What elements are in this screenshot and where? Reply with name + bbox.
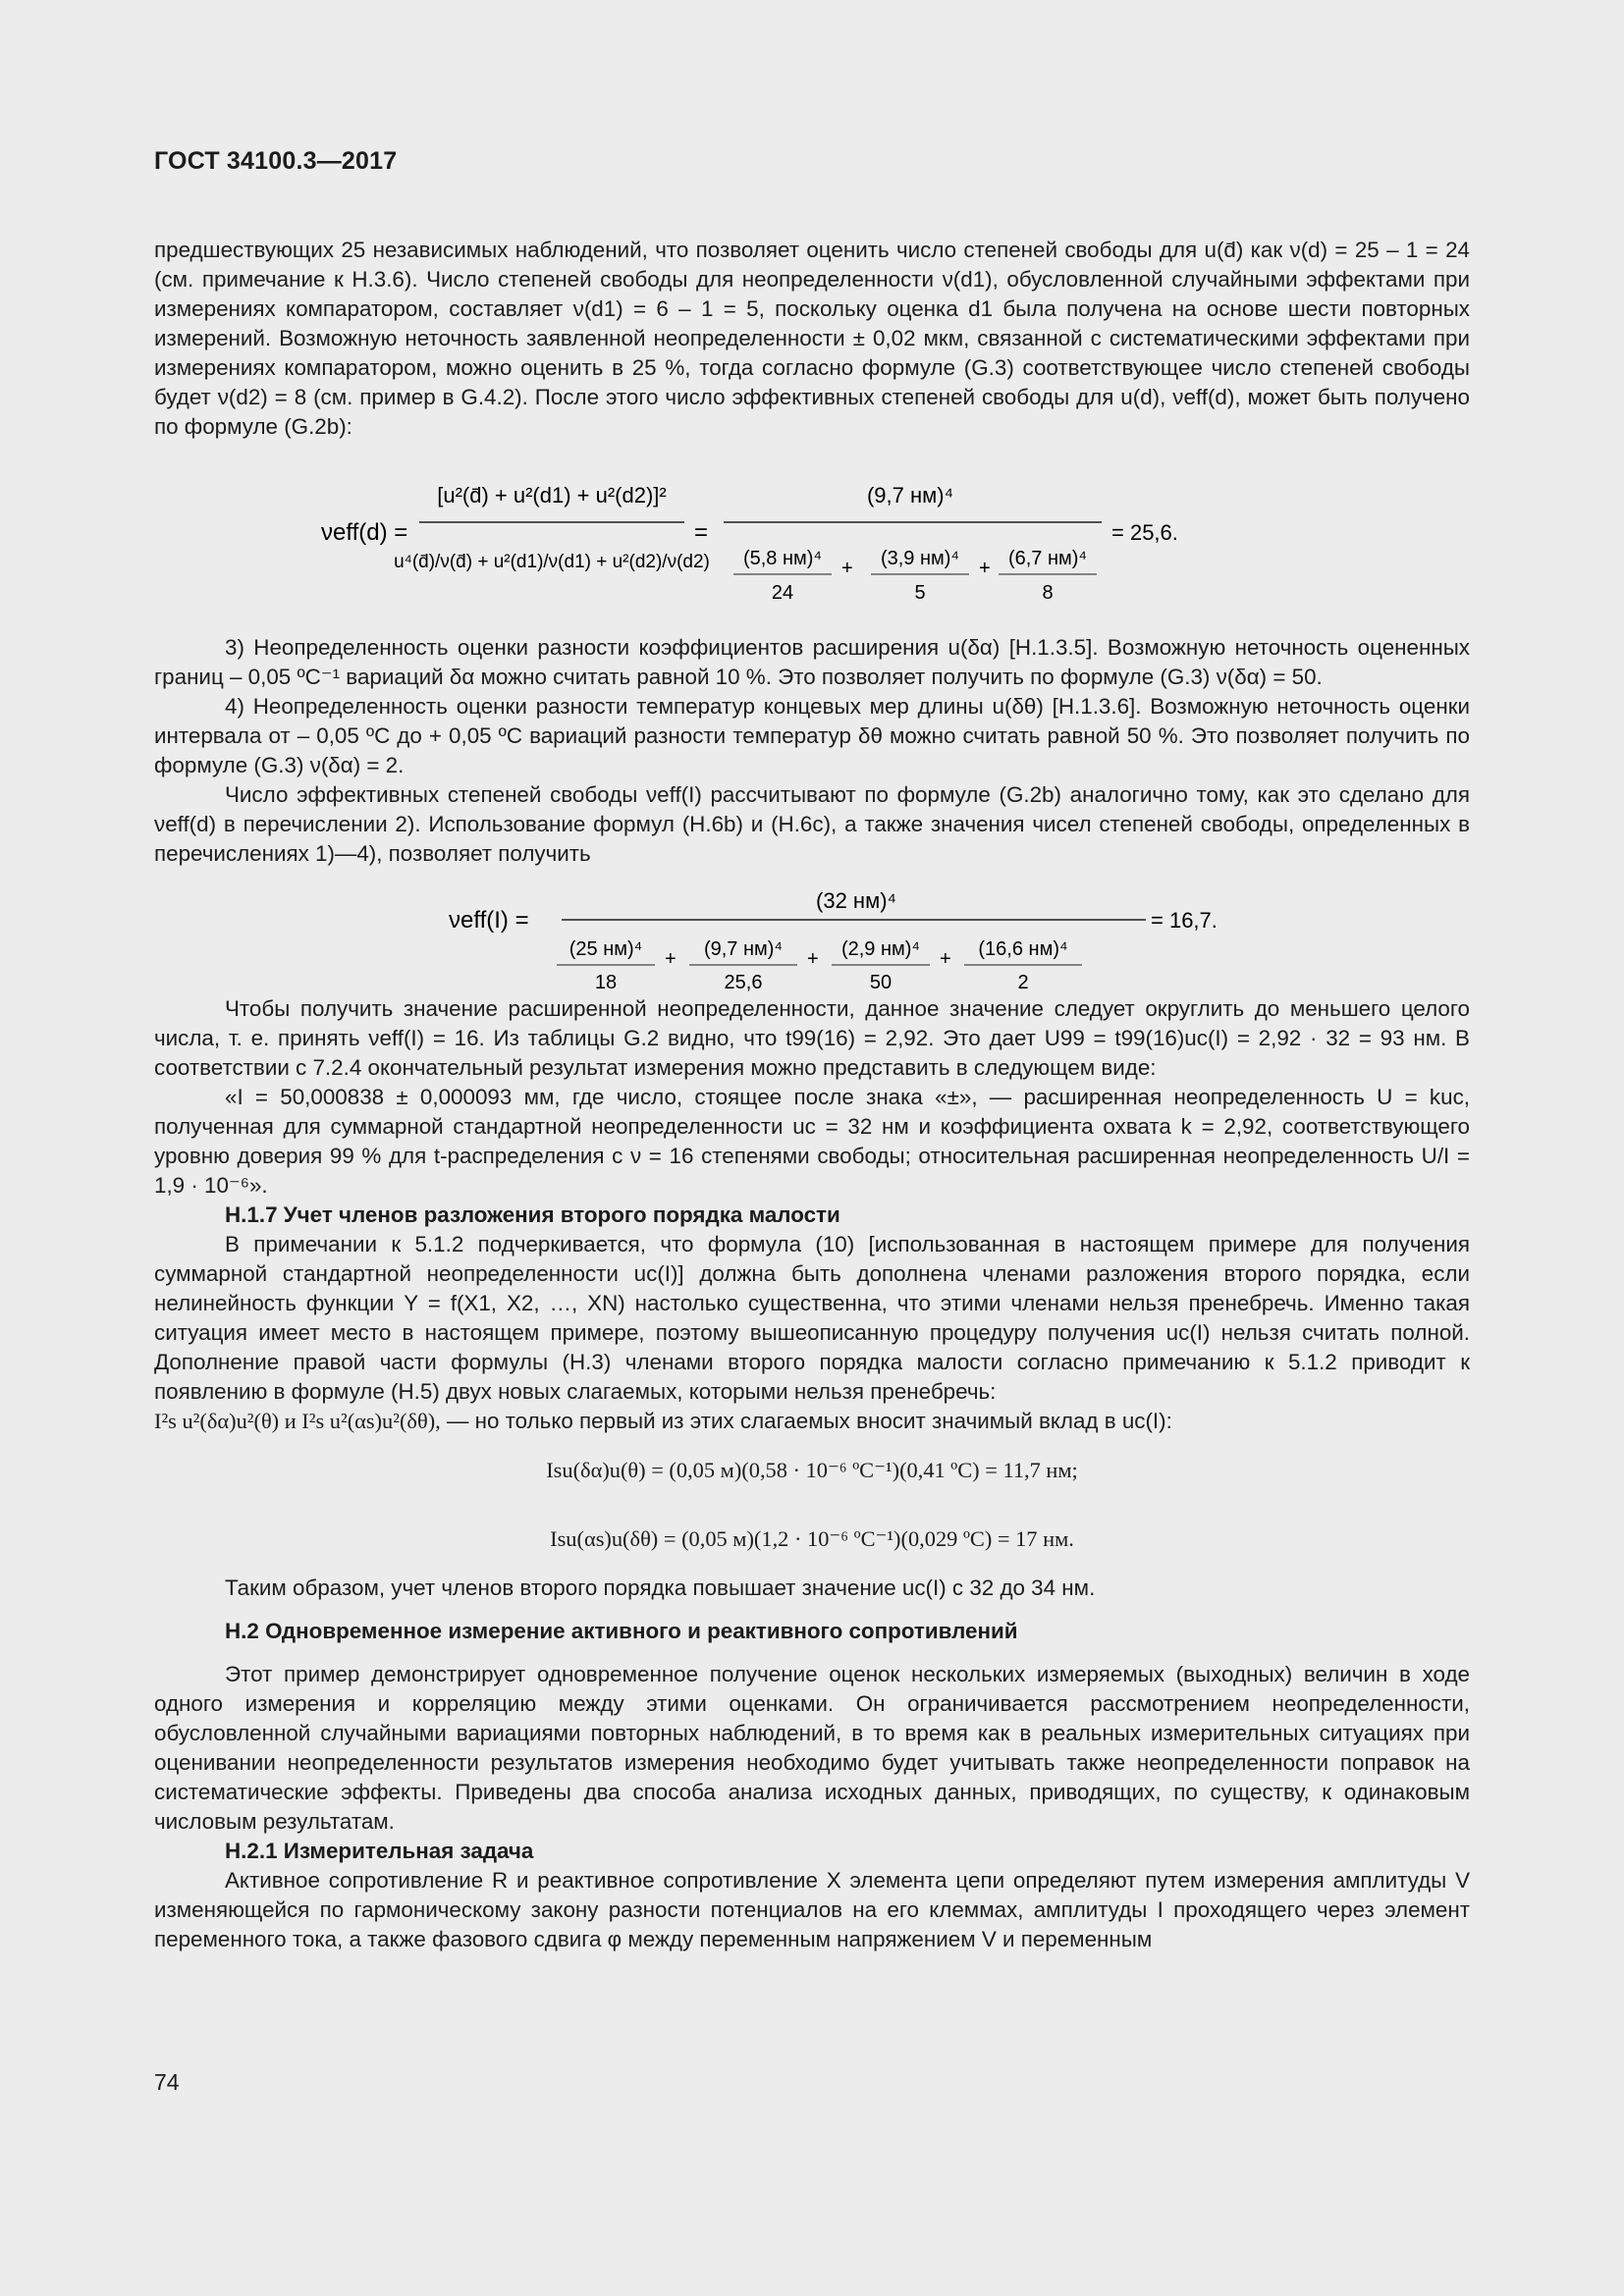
spacer [154,1646,1470,1660]
equals-sign: = [694,519,709,546]
formula-veff-i [154,869,1470,994]
denominator-term-divisor: 5 [914,582,926,604]
formula-numerator-value: (9,7 нм)⁴ [866,483,954,507]
formula-numerator: [u²(d̄) + u²(d1) + u²(d2)]² [437,483,667,507]
denominator-term: (2,9 нм)⁴ [840,938,921,960]
formula-term-1: Isu(δα)u(θ) = (0,05 м)(0,58 · 10⁻⁶ ºC⁻¹)(0,41 ºC) = 11,7 нм; [546,1458,1078,1482]
plus-sign: + [979,558,991,579]
plus-sign: + [665,948,677,970]
formula-veff-d [154,442,1470,633]
paragraph: 3) Неопределенность оценки разности коэффициентов расширения u(δα) [H.1.3.5]. Возможную неточность оцененных границ – 0,05 ºC⁻¹ вариаций δα можно считать равной 10 %. Это позволяет получить по формуле (G.3) ν(δα) = 50. [154,635,1470,689]
section-heading: H.1.7 Учет членов разложения второго порядка малости [225,1202,840,1227]
paragraph: Этот пример демонстрирует одновременное получение оценок нескольких измеряемых (выходных) величин в ходе одного измерения и корреляцию между этими оценками. Он ограничивается рассмотрением неопределенности, обусловленной случайными вариациями повторных наблюдений, в то время как в реальных измерительных ситуациях при оценивании неопределенности результатов измерения необходимо будет учитывать также неопределенности поправок на систематические эффекты. Приведены два способа анализа исходных данных, приводящих, по существу, к одинаковым числовым результатам. [154,1662,1470,1834]
formula-numerator: (32 нм)⁴ [816,888,896,913]
spacer [154,1603,1470,1617]
page-number: 74 [154,2069,180,2095]
formula-lhs: νeff(d) = [321,519,408,546]
page-content [154,236,1470,1954]
plus-sign: + [940,948,951,970]
formula-result: = 16,7. [1151,908,1218,933]
paragraph: В примечании к 5.1.2 подчеркивается, что формула (10) [использованная в настоящем примере для получения суммарной стандартной неопределенности uc(I)] должна быть дополнена членами разложения второго порядка, если нелинейность функции Y = f(X1, X2, …, XN) настолько существенна, что этими членами нельзя пренебречь. Именно такая ситуация имеет место в настоящем примере, поэтому вышеописанную процедуру получения uc(I) нельзя считать полной. Дополнение правой части формулы (H.3) членами второго порядка малости согласно примечанию к 5.1.2 приводит к появлению в формуле (H.5) двух новых слагаемых, которыми нельзя пренебречь: [154,1232,1470,1404]
denominator-term: (3,9 нм)⁴ [880,548,960,569]
formula-veff-d-svg [321,442,1303,633]
denominator-term: (5,8 нм)⁴ [742,548,823,569]
section-heading: H.2.1 Измерительная задача [225,1839,534,1863]
paragraph: 4) Неопределенность оценки разности температур концевых мер длины u(δθ) [H.1.3.6]. Возможную неточность оценки интервала от – 0,05 ºC до + 0,05 ºC вариаций разности температур δθ можно считать равной 50 %. Это позволяет получить по формуле (G.3) ν(δα) = 2. [154,694,1470,777]
denominator-term-divisor: 2 [1017,972,1029,993]
denominator-term-divisor: 25,6 [724,972,763,993]
formula-term-2: Isu(αs)u(δθ) = (0,05 м)(1,2 · 10⁻⁶ ºC⁻¹)(0,029 ºC) = 17 нм. [550,1526,1074,1551]
paragraph: Число эффективных степеней свободы νeff(I) рассчитывают по формуле (G.2b) аналогично тому, как это сделано для νeff(d) в перечислении 2). Использование формул (H.6b) и (H.6c), а также значения чисел степеней свободы, определенных в перечислениях 1)—4), позволяет получить [154,782,1470,866]
denominator-term-divisor: 24 [771,582,794,604]
formula-second-order-terms: I²s u²(δα)u²(θ) и I²s u²(αs)u²(δθ), [154,1409,441,1433]
paragraph: Таким образом, учет членов второго порядка повышает значение uc(I) с 32 до 34 нм. [225,1575,1096,1600]
denominator-term: (6,7 нм)⁴ [1007,548,1088,569]
formula-denominator: u⁴(d̄)/ν(d̄) + u²(d1)/ν(d1) + u²(d2)/ν(d2) [394,552,710,572]
plus-sign: + [841,558,853,579]
denominator-term-divisor: 18 [594,972,618,993]
paragraph: Чтобы получить значение расширенной неопределенности, данное значение следует округлить до меньшего целого числа, т. е. принять νeff(I) = 16. Из таблицы G.2 видно, что t99(16) = 2,92. Это дает U99 = t99(16)uc(I) = 2,92 · 32 = 93 нм. В соответствии с 7.2.4 окончательный результат измерения можно представить в следующем виде: [154,996,1470,1080]
denominator-term: (16,6 нм)⁴ [978,938,1068,960]
denominator-term: (25 нм)⁴ [568,938,643,960]
denominator-term-divisor: 50 [869,972,893,993]
paragraph-inline-formula [154,1407,1470,1436]
paragraph-tail: — но только первый из этих слагаемых вносит значимый вклад в uc(I): [446,1409,1172,1433]
formula-veff-i-svg [321,869,1303,994]
paragraph: предшествующих 25 независимых наблюдений, что позволяет оценить число степеней свободы для u(d̄) как ν(d) = 25 – 1 = 24 (см. примечание к H.3.6). Число степеней свободы для неопределенности ν(d1), обусловленной случайными эффектами при измерениях компаратором, составляет ν(d1) = 6 – 1 = 5, поскольку оценка d1 была получена на основе шести повторных измерений. Возможную неточность заявленной неопределенности ± 0,02 мкм, связанной с систематическими эффектами при измерениях компаратором, можно оценить в 25 %, тогда согласно формуле (G.3) соответствующее число степеней свободы будет ν(d2) = 8 (см. пример в G.4.2). После этого число эффективных степеней свободы для u(d), νeff(d), может быть получено по формуле (G.2b): [154,238,1470,439]
formula-result: = 25,6. [1111,520,1178,545]
paragraph: Активное сопротивление R и реактивное сопротивление X элемента цепи определяют путем измерения амплитуды V изменяющейся по гармоническому закону разности потенциалов на его клеммах, амплитуды I проходящего через элемент переменного тока, а также фазового сдвига φ между переменным напряжением V и переменным [154,1868,1470,1951]
section-heading: H.2 Одновременное измерение активного и реактивного сопротивлений [225,1619,1018,1643]
denominator-term-divisor: 8 [1042,582,1054,604]
plus-sign: + [807,948,819,970]
denominator-term: (9,7 нм)⁴ [703,938,784,960]
formula-lhs: νeff(I) = [449,907,529,934]
document-header: ГОСТ 34100.3—2017 [154,147,398,175]
paragraph: «I = 50,000838 ± 0,000093 мм, где число, стоящее после знака «±», — расширенная неопределенность U = kuc, полученная для суммарной стандартной неопределенности uc = 32 нм и коэффициента охвата k = 2,92, соответствующего уровню доверия 99 % для t-распределения с ν = 16 степенями свободы; относительная расширенная неопределенность U/I = 1,9 · 10⁻⁶». [154,1085,1470,1198]
